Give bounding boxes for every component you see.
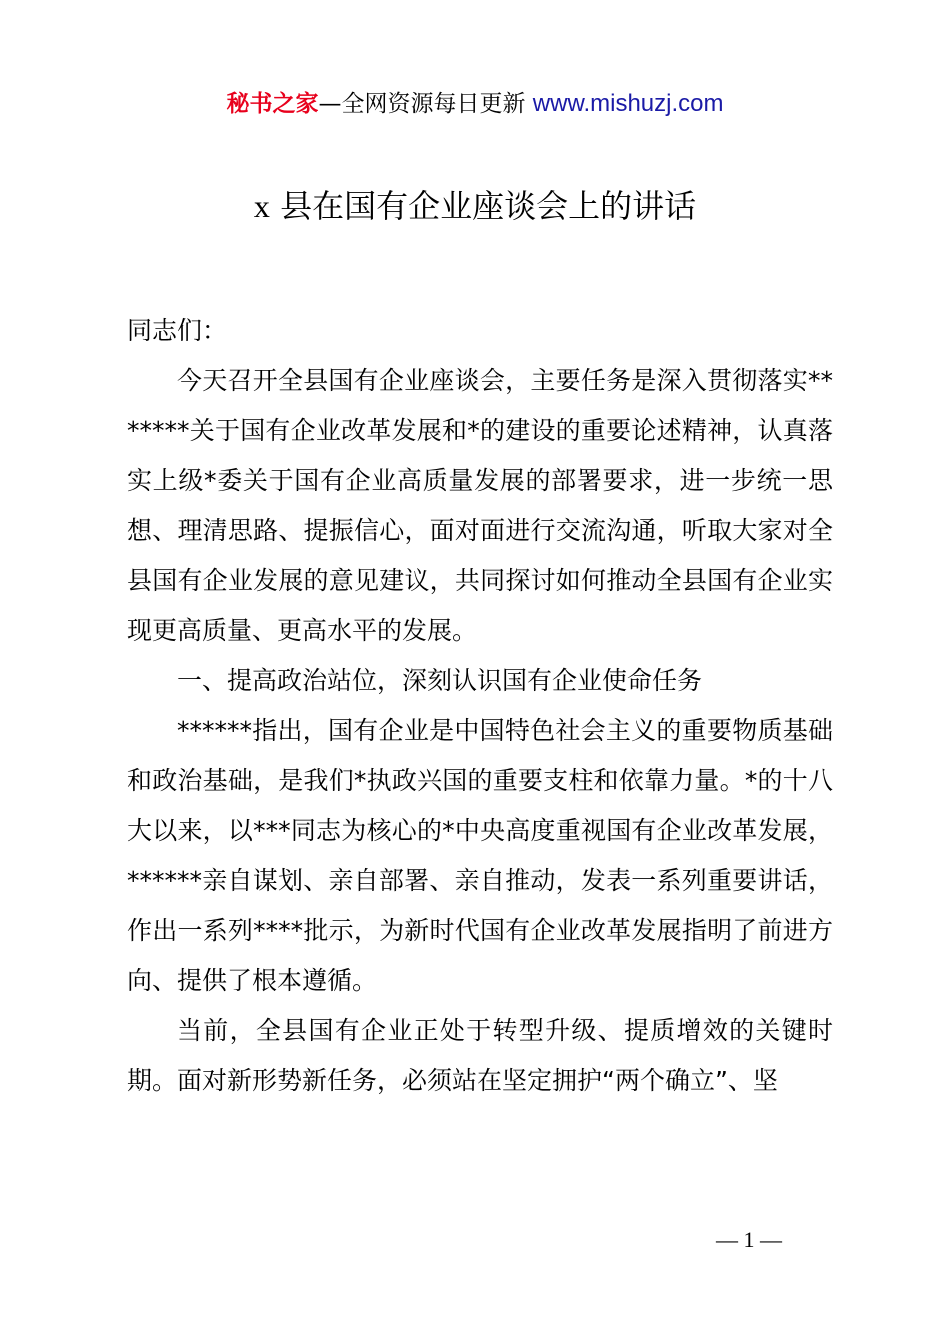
site-slogan: —全网资源每日更新 bbox=[318, 91, 533, 117]
paragraph: ******指出，国有企业是中国特色社会主义的重要物质基础和政治基础，是我们*执政兴国的重要支柱和依靠力量。*的十八大以来，以***同志为核心的*中央高度重视国有企业改革发展，******亲自谋划、亲自部署、亲自推动，发表一系列重要讲话，作出一系列****批示，为新时代国有企业改革发展指明了前进方向、提供了根本遵循。 bbox=[127, 716, 833, 995]
greeting: 同志们： bbox=[127, 316, 228, 345]
paragraph: 当前，全县国有企业正处于转型升级、提质增效的关键时期。面对新形势新任务，必须站在坚定拥护“两个确立”、坚 bbox=[127, 1016, 833, 1095]
paragraph: 今天召开全县国有企业座谈会，主要任务是深入贯彻落实*******关于国有企业改革发展和*的建设的重要论述精神，认真落实上级*委关于国有企业高质量发展的部署要求，进一步统一思想、理清思路、提振信心，面对面进行交流沟通，听取大家对全县国有企业发展的意见建议，共同探讨如何推动全县国有企业实现更高质量、更高水平的发展。 bbox=[127, 366, 833, 645]
title-prefix: x bbox=[253, 188, 270, 224]
document-title bbox=[0, 184, 950, 228]
site-url-link[interactable]: www.mishuzj.com bbox=[532, 90, 724, 117]
page-number: — 1 — bbox=[716, 1227, 782, 1252]
section-heading: 一、提高政治站位，深刻认识国有企业使命任务 bbox=[177, 666, 703, 695]
document-body bbox=[127, 306, 833, 1106]
site-header bbox=[0, 88, 950, 120]
title-text: 县在国有企业座谈会上的讲话 bbox=[269, 187, 697, 225]
brand-name: 秘书之家 bbox=[226, 91, 319, 117]
